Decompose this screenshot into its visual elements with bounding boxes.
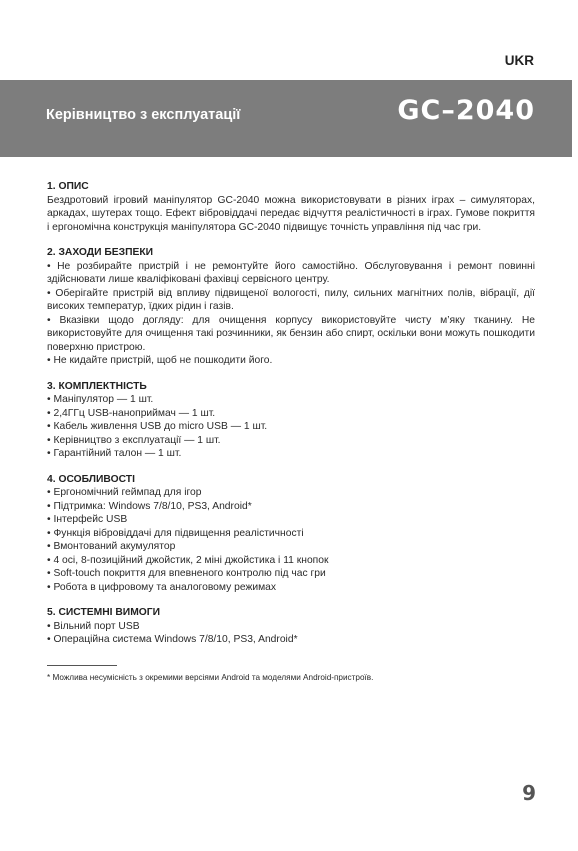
- list-item: • Інтерфейс USB: [47, 514, 128, 525]
- list-item: • Оберігайте пристрій від впливу підвищеної вологості, пилу, сильних магнітних полів, вібрації, дії високих температур, їдких рідин і газів.: [47, 287, 535, 312]
- list-item: • Маніпулятор — 1 шт.: [47, 394, 154, 405]
- list-item: • Робота в цифровому та аналоговому режимах: [47, 581, 277, 593]
- section-features: [47, 473, 535, 595]
- footnote: * Можлива несумісність з окремими версіями Android та моделями Android-пристроїв.: [47, 673, 374, 682]
- list-item: • 2,4ГГц USB-наноприймач — 1 шт.: [47, 407, 216, 419]
- list-item: • Підтримка: Windows 7/8/10, PS3, Android*: [47, 500, 252, 512]
- list-item: • Вільний порт USB: [47, 620, 140, 632]
- list-item: • Функція вібровіддачі для підвищення реалістичності: [47, 527, 304, 539]
- list-item: • Вмонтований акумулятор: [47, 541, 176, 552]
- section-requirements: [47, 606, 535, 647]
- section-title: 4. ОСОБЛИВОСТІ: [47, 473, 135, 485]
- section-title: 2. ЗАХОДИ БЕЗПЕКИ: [47, 247, 154, 258]
- list-item: • 4 осі, 8-позиційний джойстик, 2 міні джойстика і 11 кнопок: [47, 554, 329, 566]
- section-paragraph: Бездротовий ігровий маніпулятор GC-2040 можна використовувати в різних іграх – симуляторах, аркадах, шутерах тощо. Ефект вібровіддачі передає відчуття реалістичності в іграх. Гумове покриття і ергономічна конструкція маніпулятора GC-2040 підвищує точність управління під час гри.: [47, 194, 535, 233]
- list-item: • Ергономічний геймпад для ігор: [47, 487, 202, 498]
- model-name: GC–2040: [397, 95, 535, 126]
- list-item: • Керівництво з експлуатації — 1 шт.: [47, 434, 221, 446]
- list-item: • Не розбирайте пристрій і не ремонтуйте його самостійно. Обслуговування і ремонт повинні здійснювати лише кваліфіковані фахівці сервісного центру.: [47, 260, 535, 285]
- banner-edge: [572, 80, 578, 157]
- list-item: • Операційна система Windows 7/8/10, PS3, Android*: [47, 634, 298, 645]
- section-title: 1. ОПИС: [47, 181, 89, 192]
- section-package: [47, 380, 535, 461]
- list-item: • Вказівки щодо догляду: для очищення корпусу використовуйте чисту м’яку тканину. Не використовуйте для очищення такі розчинники, як бензин або спирт, оскільки вони можуть пошкодити поверхню пристрою.: [47, 314, 535, 353]
- footnote-divider: [47, 665, 117, 666]
- section-title: 5. СИСТЕМНІ ВИМОГИ: [47, 607, 161, 618]
- section-safety: [47, 246, 535, 368]
- list-item: • Гарантійний талон — 1 шт.: [47, 448, 182, 459]
- manual-content: [47, 180, 535, 659]
- section-description: [47, 180, 535, 234]
- list-item: • Кабель живлення USB до micro USB — 1 шт.: [47, 421, 268, 432]
- section-title: 3. КОМПЛЕКТНІСТЬ: [47, 380, 147, 392]
- page-number: 9: [522, 781, 536, 805]
- language-code: UKR: [504, 53, 534, 68]
- document-title: Керівництво з експлуатації: [46, 107, 241, 123]
- list-item: • Не кидайте пристрій, щоб не пошкодити його.: [47, 355, 273, 366]
- list-item: • Soft-touch покриття для впевненого контролю під час гри: [47, 568, 326, 579]
